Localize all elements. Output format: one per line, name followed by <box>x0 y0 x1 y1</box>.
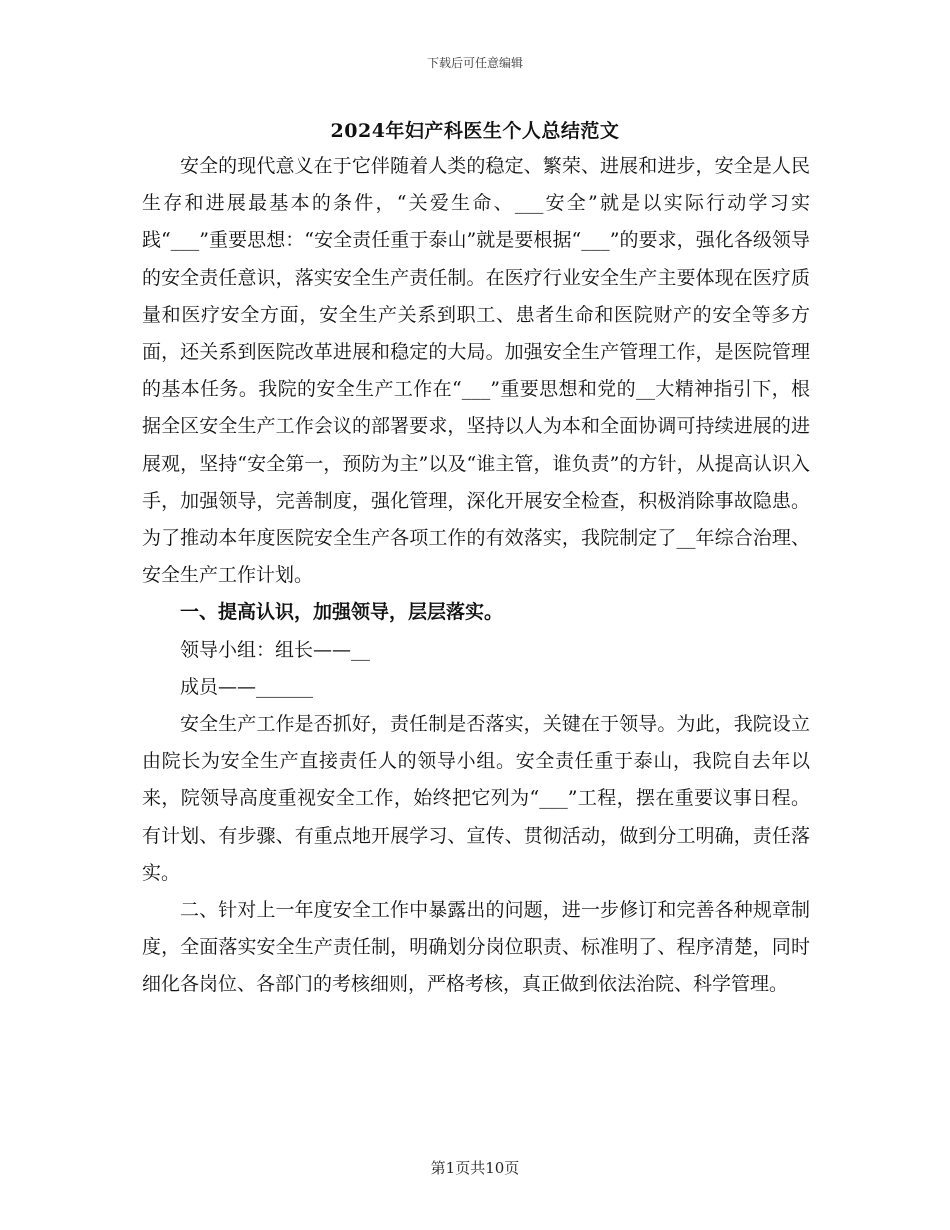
paragraph-leader-group: 领导小组：组长——__ <box>180 638 371 661</box>
paragraph-section-2: 二、针对上一年度安全工作中暴露出的问题，进一步修订和完善各种规章制度，全面落实安全生产责任制，明确划分岗位职责、标准明了、程序清楚，同时细化各岗位、各部门的考核细则，严格考核，真正做到依法治院、科学管理。 <box>142 899 810 996</box>
page-header: 下载后可任意编辑 <box>426 56 523 70</box>
page-footer: 第1页共10页 <box>430 1159 520 1177</box>
paragraph-intro: 安全的现代意义在于它伴随着人类的稳定、繁荣、进展和进步，安全是人民生存和进展最基本的条件，“关爱生命、___安全”就是以实际行动学习实践“___”重要思想：“安全责任重于泰山”就是要根据“___”的要求，强化各级领导的安全责任意识，落实安全生产责任制。在医疗行业安全生产主要体现在医疗质量和医疗安全方面，安全生产关系到职工、患者生命和医院财产的安全等多方面，还关系到医院改革进展和稳定的大局。加强安全生产管理工作，是医院管理的基本任务。我院的安全生产工作在“___”重要思想和党的__大精神指引下，根据全区安全生产工作会议的部署要求，坚持以人为本和全面协调可持续进展的进展观，坚持“安全第一，预防为主”以及“谁主管，谁负责”的方针，从提高认识入手，加强领导，完善制度，强化管理，深化开展安全检查，积极消除事故隐患。为了推动本年度医院安全生产各项工作的有效落实，我院制定了__年综合治理、安全生产工作计划。 <box>142 155 810 587</box>
document-body <box>142 148 810 1004</box>
document-title: 2024年妇产科医生个人总结范文 <box>330 120 620 142</box>
section-heading-1: 一、提高认识，加强领导，层层落实。 <box>180 601 504 624</box>
paragraph-responsibility: 安全生产工作是否抓好，责任制是否落实，关键在于领导。为此，我院设立由院长为安全生产直接责任人的领导小组。安全责任重于泰山，我院自去年以来，院领导高度重视安全工作，始终把它列为“___”工程，摆在重要议事日程。有计划、有步骤、有重点地开展学习、宣传、贯彻活动，做到分工明确，责任落实。 <box>142 713 810 884</box>
paragraph-members: 成员——______ <box>180 675 314 698</box>
